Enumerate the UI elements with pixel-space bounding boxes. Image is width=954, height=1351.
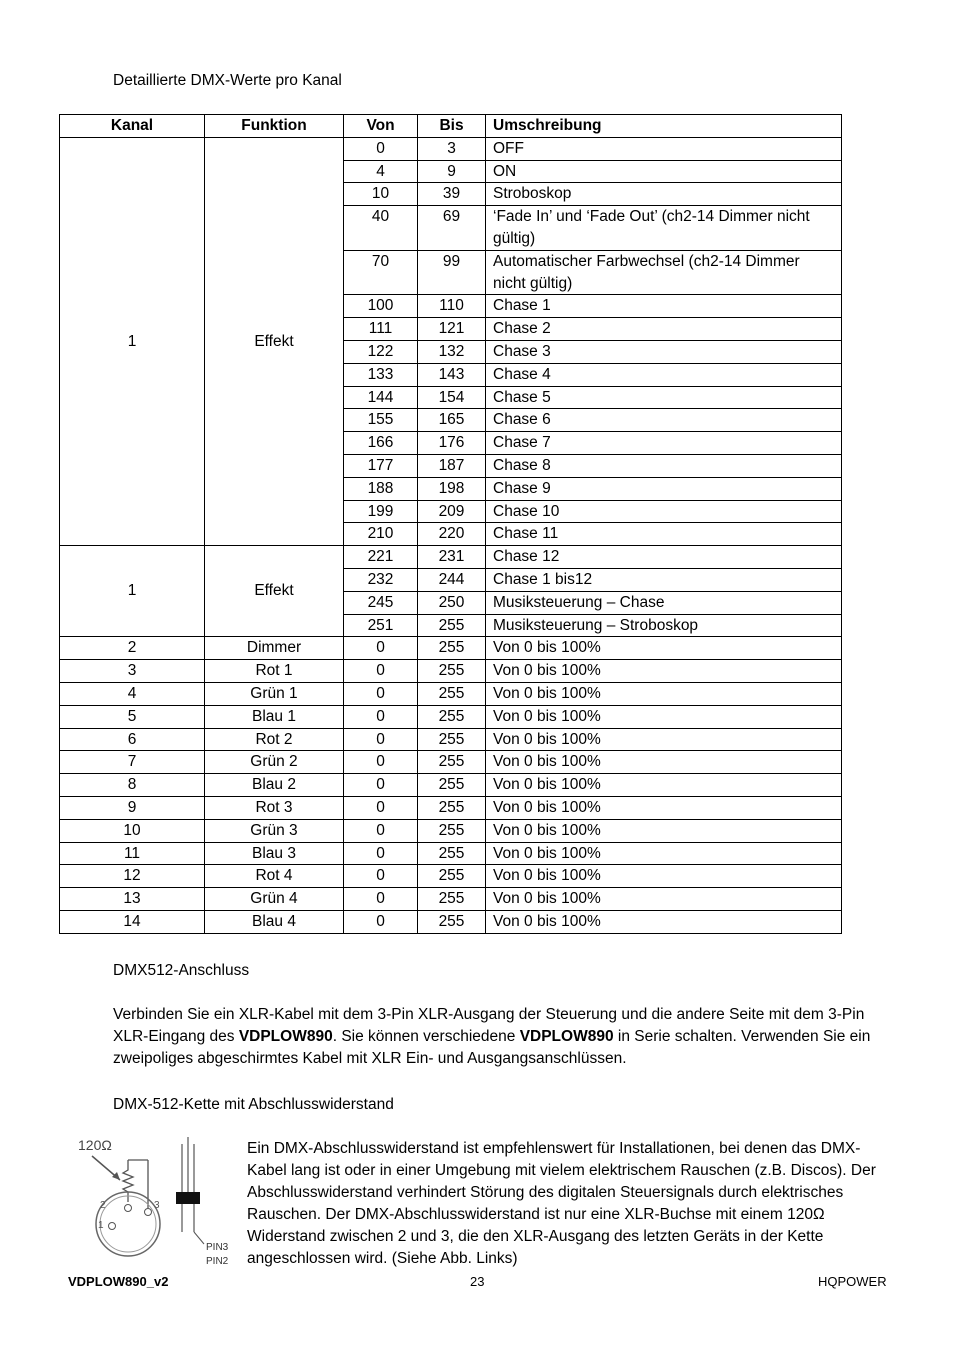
pin-3 <box>145 1209 152 1216</box>
bis-cell: 176 <box>418 432 486 455</box>
connect-text-1: Verbinden Sie ein XLR-Kabel mit dem 3-Pin XLR-Ausgang der Steuerung und die andere Seite mit dem 3-Pin XLR-Eingang des <box>113 1006 865 1045</box>
pin-label-3: 3 <box>154 1200 160 1211</box>
cable-shield-sleeve <box>176 1192 200 1204</box>
page-title: Detaillierte DMX-Werte pro Kanal <box>113 72 342 89</box>
von-cell: 0 <box>344 705 418 728</box>
kanal-cell: 3 <box>60 660 205 683</box>
von-cell: 0 <box>344 796 418 819</box>
bis-cell: 132 <box>418 340 486 363</box>
desc-cell: Chase 11 <box>486 523 842 546</box>
table-row <box>60 842 842 865</box>
von-cell: 0 <box>344 682 418 705</box>
von-cell: 0 <box>344 774 418 797</box>
kanal-cell: 10 <box>60 819 205 842</box>
table-row <box>60 910 842 933</box>
kanal-cell: 2 <box>60 637 205 660</box>
kanal-cell: 5 <box>60 705 205 728</box>
von-cell: 0 <box>344 751 418 774</box>
funktion-cell: Blau 2 <box>205 774 344 797</box>
bis-cell: 110 <box>418 295 486 318</box>
von-cell: 188 <box>344 477 418 500</box>
funktion-cell: Blau 4 <box>205 910 344 933</box>
desc-cell: Chase 8 <box>486 454 842 477</box>
bis-cell: 250 <box>418 591 486 614</box>
funktion-cell: Rot 4 <box>205 865 344 888</box>
bis-cell: 99 <box>418 250 486 295</box>
bis-cell: 255 <box>418 910 486 933</box>
bis-cell: 231 <box>418 546 486 569</box>
kanal-cell: 9 <box>60 796 205 819</box>
kanal-cell: 13 <box>60 888 205 911</box>
table-row <box>60 682 842 705</box>
von-cell: 144 <box>344 386 418 409</box>
pin-1 <box>109 1223 116 1230</box>
section-chain-heading: DMX-512-Kette mit Abschlusswiderstand <box>113 1096 394 1113</box>
bis-cell: 220 <box>418 523 486 546</box>
kanal-cell: 11 <box>60 842 205 865</box>
desc-cell: Chase 10 <box>486 500 842 523</box>
desc-cell: Von 0 bis 100% <box>486 865 842 888</box>
pin3-label: PIN3 <box>206 1242 229 1253</box>
xlr-terminator-figure <box>70 1132 240 1267</box>
desc-cell: Automatischer Farbwechsel (ch2-14 Dimmer nicht gültig) <box>486 250 842 295</box>
kanal-cell: 6 <box>60 728 205 751</box>
bis-cell: 154 <box>418 386 486 409</box>
header-funktion: Funktion <box>205 115 344 138</box>
desc-cell: Stroboskop <box>486 183 842 206</box>
kanal-cell: 1 <box>60 137 205 545</box>
desc-cell: Chase 9 <box>486 477 842 500</box>
bis-cell: 255 <box>418 728 486 751</box>
table-header-row <box>60 115 842 138</box>
pin-label-2: 2 <box>100 1200 106 1211</box>
desc-cell: Von 0 bis 100% <box>486 751 842 774</box>
bis-cell: 255 <box>418 614 486 637</box>
desc-cell: Von 0 bis 100% <box>486 910 842 933</box>
von-cell: 133 <box>344 363 418 386</box>
desc-cell: Chase 5 <box>486 386 842 409</box>
bis-cell: 165 <box>418 409 486 432</box>
von-cell: 177 <box>344 454 418 477</box>
table-row <box>60 637 842 660</box>
bis-cell: 9 <box>418 160 486 183</box>
bis-cell: 255 <box>418 660 486 683</box>
desc-cell: Von 0 bis 100% <box>486 842 842 865</box>
bis-cell: 255 <box>418 637 486 660</box>
von-cell: 4 <box>344 160 418 183</box>
pin-label-1: 1 <box>98 1220 104 1231</box>
bis-cell: 255 <box>418 751 486 774</box>
von-cell: 155 <box>344 409 418 432</box>
product-name-2: VDPLOW890 <box>519 1028 614 1045</box>
desc-cell: OFF <box>486 137 842 160</box>
desc-cell: Chase 1 <box>486 295 842 318</box>
von-cell: 251 <box>344 614 418 637</box>
desc-cell: Von 0 bis 100% <box>486 660 842 683</box>
desc-cell: Von 0 bis 100% <box>486 774 842 797</box>
desc-cell: Chase 6 <box>486 409 842 432</box>
von-cell: 0 <box>344 865 418 888</box>
bis-cell: 255 <box>418 682 486 705</box>
von-cell: 0 <box>344 819 418 842</box>
table-row <box>60 865 842 888</box>
von-cell: 0 <box>344 910 418 933</box>
table-row <box>60 796 842 819</box>
funktion-cell: Rot 1 <box>205 660 344 683</box>
table-row <box>60 705 842 728</box>
kanal-cell: 7 <box>60 751 205 774</box>
desc-cell: Chase 7 <box>486 432 842 455</box>
desc-cell: Chase 1 bis12 <box>486 568 842 591</box>
bis-cell: 198 <box>418 477 486 500</box>
bis-cell: 121 <box>418 318 486 341</box>
funktion-cell: Grün 1 <box>205 682 344 705</box>
desc-cell: Von 0 bis 100% <box>486 728 842 751</box>
desc-cell: Chase 2 <box>486 318 842 341</box>
funktion-cell: Grün 3 <box>205 819 344 842</box>
connect-text-3: in Serie schalten. Verwenden Sie ein zweipoliges abgeschirmtes Kabel mit XLR Ein- und Ausgangsanschlüssen. <box>113 1028 871 1067</box>
kanal-cell: 1 <box>60 546 205 637</box>
von-cell: 199 <box>344 500 418 523</box>
kanal-cell: 14 <box>60 910 205 933</box>
von-cell: 232 <box>344 568 418 591</box>
header-bis: Bis <box>418 115 486 138</box>
von-cell: 10 <box>344 183 418 206</box>
resistor-label: 120Ω <box>78 1137 112 1153</box>
bis-cell: 3 <box>418 137 486 160</box>
desc-cell: Von 0 bis 100% <box>486 637 842 660</box>
funktion-cell: Dimmer <box>205 637 344 660</box>
table-row <box>60 137 842 160</box>
pin-2 <box>125 1205 132 1212</box>
table-row <box>60 819 842 842</box>
bis-cell: 244 <box>418 568 486 591</box>
von-cell: 40 <box>344 206 418 251</box>
desc-cell: Von 0 bis 100% <box>486 682 842 705</box>
pin3-pointer <box>194 1232 204 1244</box>
funktion-cell: Grün 4 <box>205 888 344 911</box>
bis-cell: 143 <box>418 363 486 386</box>
bis-cell: 209 <box>418 500 486 523</box>
funktion-cell: Effekt <box>205 137 344 545</box>
kanal-cell: 4 <box>60 682 205 705</box>
von-cell: 0 <box>344 637 418 660</box>
pin2-label: PIN2 <box>206 1256 229 1267</box>
von-cell: 0 <box>344 728 418 751</box>
bis-cell: 255 <box>418 888 486 911</box>
desc-cell: Chase 4 <box>486 363 842 386</box>
footer-brand: HQPOWER <box>818 1274 887 1289</box>
bis-cell: 255 <box>418 819 486 842</box>
von-cell: 0 <box>344 660 418 683</box>
von-cell: 0 <box>344 842 418 865</box>
table-row <box>60 888 842 911</box>
table-row <box>60 546 842 569</box>
desc-cell: ON <box>486 160 842 183</box>
terminator-paragraph: Ein DMX-Abschlusswiderstand ist empfehlenswert für Installationen, bei denen das DMX-Kabel lang ist oder in einer Umgebung mit vielem elektrischem Rauschen (z.B. Discos). Der Abschlusswiderstand verhindert Störung des digitalen Steuersignals durch elektrisches Rauschen. Der DMX-Abschlusswiderstand ist nur eine XLR-Buchse mit einem 120Ω Widerstand zwischen 2 und 3, die den XLR-Ausgang des letzten Geräts in der Kette angeschlossen wird. (Siehe Abb. Links) <box>247 1140 876 1267</box>
table-row <box>60 751 842 774</box>
von-cell: 0 <box>344 137 418 160</box>
dmx-values-table <box>59 114 842 934</box>
desc-cell: Von 0 bis 100% <box>486 819 842 842</box>
table-row <box>60 660 842 683</box>
desc-cell: Musiksteuerung – Stroboskop <box>486 614 842 637</box>
desc-cell: ‘Fade In’ und ‘Fade Out’ (ch2-14 Dimmer nicht gültig) <box>486 206 842 251</box>
kanal-cell: 12 <box>60 865 205 888</box>
table-row <box>60 774 842 797</box>
von-cell: 122 <box>344 340 418 363</box>
desc-cell: Musiksteuerung – Chase <box>486 591 842 614</box>
von-cell: 245 <box>344 591 418 614</box>
bis-cell: 187 <box>418 454 486 477</box>
von-cell: 210 <box>344 523 418 546</box>
table-row <box>60 728 842 751</box>
funktion-cell: Effekt <box>205 546 344 637</box>
von-cell: 111 <box>344 318 418 341</box>
section-dmx512-heading: DMX512-Anschluss <box>113 962 250 979</box>
connect-paragraph <box>113 1004 893 1070</box>
desc-cell: Chase 12 <box>486 546 842 569</box>
bis-cell: 255 <box>418 865 486 888</box>
von-cell: 70 <box>344 250 418 295</box>
product-name-1: VDPLOW890 <box>238 1028 333 1045</box>
funktion-cell: Grün 2 <box>205 751 344 774</box>
desc-cell: Von 0 bis 100% <box>486 888 842 911</box>
bis-cell: 69 <box>418 206 486 251</box>
funktion-cell: Rot 3 <box>205 796 344 819</box>
bis-cell: 255 <box>418 842 486 865</box>
header-von: Von <box>344 115 418 138</box>
von-cell: 166 <box>344 432 418 455</box>
bis-cell: 255 <box>418 705 486 728</box>
funktion-cell: Rot 2 <box>205 728 344 751</box>
bis-cell: 255 <box>418 796 486 819</box>
desc-cell: Von 0 bis 100% <box>486 796 842 819</box>
footer-model: VDPLOW890_v2 <box>68 1274 169 1289</box>
desc-cell: Chase 3 <box>486 340 842 363</box>
desc-cell: Von 0 bis 100% <box>486 705 842 728</box>
von-cell: 221 <box>344 546 418 569</box>
kanal-cell: 8 <box>60 774 205 797</box>
header-kanal: Kanal <box>60 115 205 138</box>
bis-cell: 255 <box>418 774 486 797</box>
funktion-cell: Blau 3 <box>205 842 344 865</box>
header-umschreibung: Umschreibung <box>486 115 842 138</box>
footer-page-number: 23 <box>470 1274 485 1289</box>
von-cell: 0 <box>344 888 418 911</box>
connect-text-2: . Sie können verschiedene <box>332 1028 520 1045</box>
von-cell: 100 <box>344 295 418 318</box>
funktion-cell: Blau 1 <box>205 705 344 728</box>
bis-cell: 39 <box>418 183 486 206</box>
